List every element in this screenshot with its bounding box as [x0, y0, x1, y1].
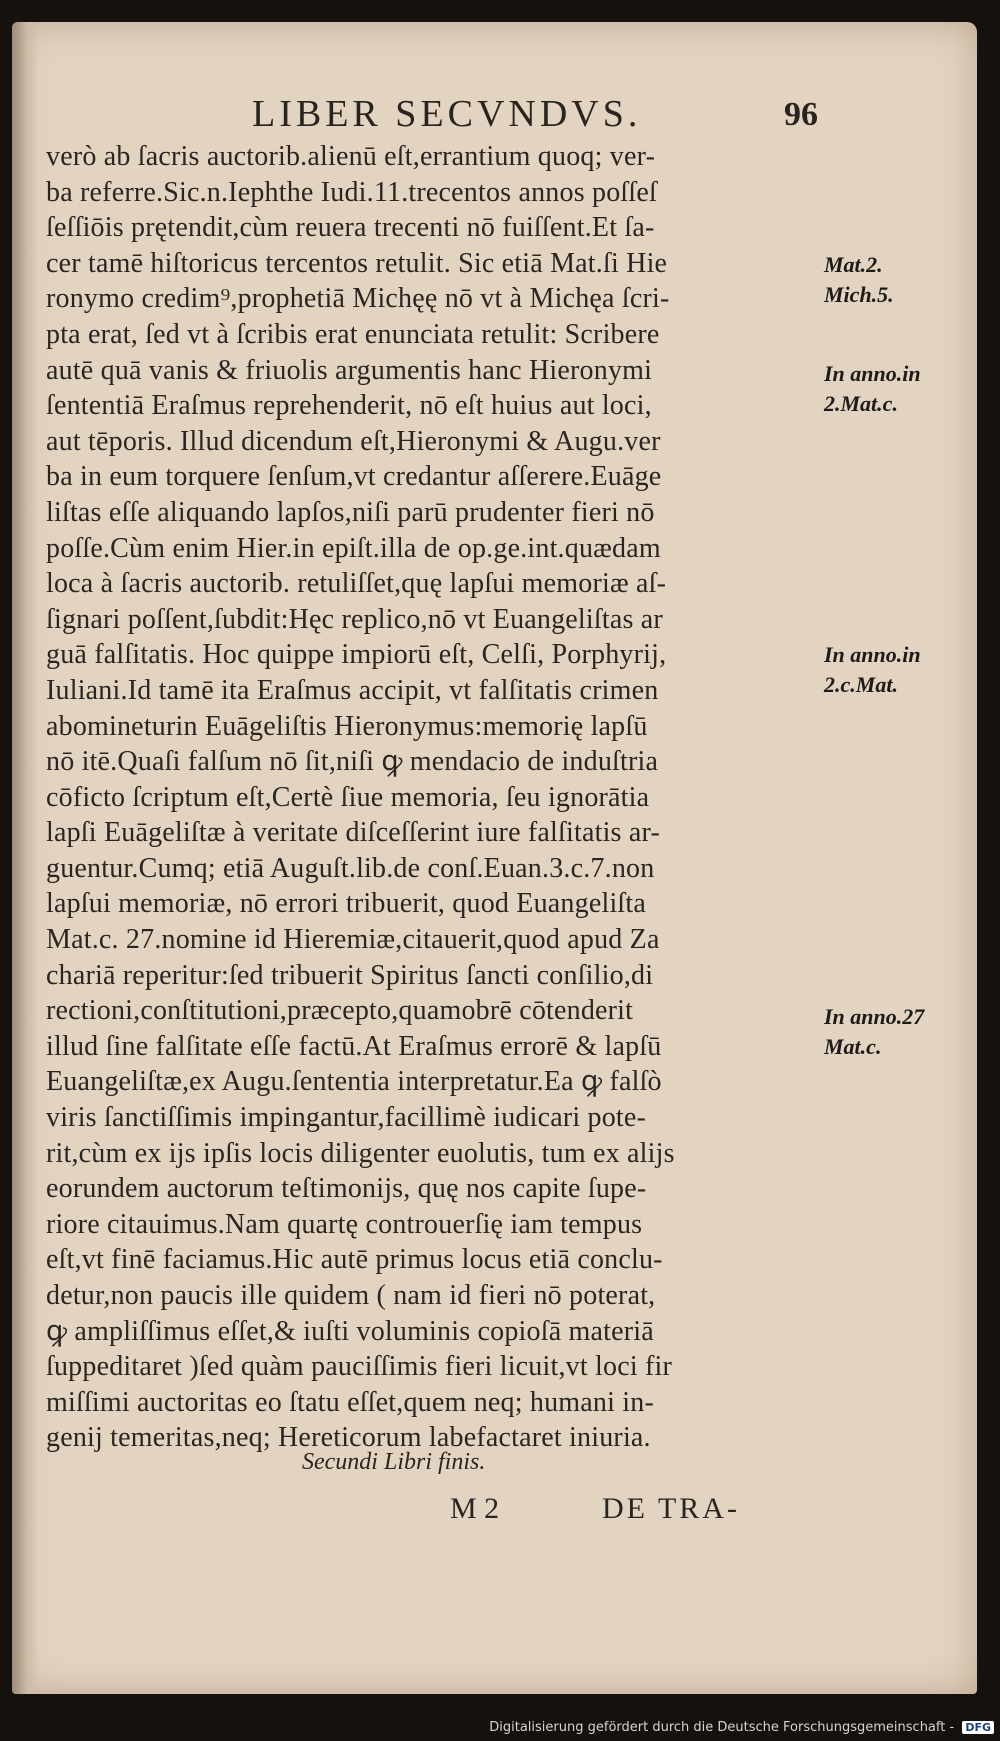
digitization-credit: [489, 1720, 994, 1735]
text-line: guentur.Cumq; etiā Auguſt.lib.de conſ.Euan.3.c.7.non: [46, 852, 655, 884]
text-line: lapſi Euāgeliſtæ à veritate diſceſſerint iure falſitatis ar-: [46, 817, 660, 849]
text-line: miſſimi auctoritas eo ſtatu eſſet,quem neq; humani in-: [46, 1386, 654, 1418]
colophon: Secundi Libri finis.: [302, 1449, 486, 1475]
dfg-logo: DFG: [962, 1721, 994, 1734]
margin-note-line: Mat.c.: [824, 1034, 882, 1059]
text-line: riore citauimus.Nam quartę controuerſię iam tempus: [46, 1208, 643, 1240]
margin-note-line: 2.Mat.c.: [824, 391, 898, 416]
text-line: chariā reperitur:ſed tribuerit Spiritus ſancti conſilio,di: [46, 959, 654, 991]
margin-note-line: Mat.2.: [824, 252, 883, 277]
text-line: cer tamē hiſtoricus tercentos retulit. Sic etiā Mat.ſi Hie: [46, 247, 668, 279]
text-line: verò ab ſacris auctorib.alienū eſt,errantium quoq; ver-: [46, 141, 656, 172]
running-head: LIBER SECVNDVS.: [252, 93, 642, 135]
text-line: aut tēporis. Illud dicendum eſt,Hieronymi & Augu.ver: [46, 425, 661, 457]
text-line: Mat.c. 27.nomine id Hieremiæ,citauerit,quod apud Za: [46, 924, 660, 956]
text-line: pta erat, ſed vt à ſcribis erat enunciata retulit: Scribere: [46, 318, 660, 350]
text-line: loca à ſacris auctorib. retuliſſet,quę lapſui memoriæ aſ-: [46, 568, 667, 600]
text-line: poſſe.Cùm enim Hier.in epiſt.illa de op.ge.int.quædam: [46, 532, 661, 564]
margin-note-line: In anno.in: [824, 361, 921, 386]
margin-note: [824, 640, 984, 700]
text-line: illud ſine falſitate eſſe factū.At Eraſmus errorē & lapſū: [46, 1030, 662, 1062]
text-line: detur,non paucis ille quidem ( nam id fieri nō poterat,: [46, 1280, 656, 1311]
book-page: [12, 22, 977, 1694]
credit-text: Digitalisierung gefördert durch die Deutsche Forschungsgemeinschaft -: [489, 1720, 955, 1735]
text-line: eſt,vt finē faciamus.Hic autē primus locus etiā conclu-: [46, 1244, 663, 1276]
text-line: ꝙ ampliſſimus eſſet,& iuſti voluminis copioſā materiā: [46, 1315, 654, 1347]
text-line: eorundem auctorum teſtimonijs, quę nos capite ſupe-: [46, 1173, 647, 1205]
catchword: DE TRA-: [602, 1492, 740, 1525]
text-line: lapſui memoriæ, nō errori tribuerit, quod Euangeliſta: [46, 888, 647, 920]
text-line: abomineturin Euāgeliſtis Hieronymus:memorię lapſū: [46, 710, 648, 742]
text-line: rectioni,conſtitutioni,præcepto,quamobrē cōtenderit: [46, 995, 634, 1027]
signature-mark: M 2: [450, 1492, 500, 1525]
text-line: rit,cùm ex ijs ipſis locis diligenter euolutis, tum ex alijs: [46, 1137, 675, 1169]
text-line: autē quā vanis & friuolis argumentis hanc Hieronymi: [46, 354, 653, 386]
text-line: liſtas eſſe aliquando lapſos,niſi parū prudenter fieri nō: [46, 496, 655, 528]
margin-note-line: In anno.27: [824, 1004, 925, 1029]
margin-note-line: 2.c.Mat.: [824, 672, 898, 697]
margin-note: [824, 359, 984, 419]
text-line: genij temeritas,neq; Hereticorum labefactaret iniuria.: [46, 1422, 651, 1454]
text-line: ronymo credim⁹,prophetiā Michęę nō vt à Michęa ſcri-: [46, 283, 670, 315]
text-line: Euangeliſtæ,ex Augu.ſententia interpretatur.Ea ꝙ falſò: [46, 1066, 662, 1098]
margin-note-line: In anno.in: [824, 642, 921, 667]
text-line: ſuppeditaret )ſed quàm pauciſſimis fieri licuit,vt loci fir: [46, 1351, 673, 1383]
text-line: cōficto ſcriptum eſt,Certè ſiue memoria, ſeu ignorātia: [46, 781, 650, 813]
folio-number: 96: [784, 96, 818, 133]
text-line: ſignari poſſent,ſubdit:Hęc replico,nō vt Euangeliſtas ar: [46, 603, 663, 635]
body-text: [46, 139, 826, 1456]
margin-note-line: Mich.5.: [824, 282, 894, 307]
text-line: ſeſſiōis prętendit,cùm reuera trecenti nō fuiſſent.Et ſa-: [46, 212, 655, 244]
text-line: guā falſitatis. Hoc quippe impiorū eſt, Celſi, Porphyrij,: [46, 639, 667, 671]
text-line: Iuliani.Id tamē ita Eraſmus accipit, vt falſitatis crimen: [46, 674, 659, 706]
text-line: nō itē.Quaſi falſum nō ſit,niſi ꝙ mendacio de induſtria: [46, 746, 659, 778]
margin-note: [824, 250, 984, 310]
page-header: [12, 92, 977, 142]
text-line: viris ſanctiſſimis impingantur,facillimè iudicari pote-: [46, 1102, 647, 1134]
text-line: ba referre.Sic.n.Iephthe Iudi.11.trecentos annos poſſeſ: [46, 176, 657, 208]
text-line: ſententiā Eraſmus reprehenderit, nō eſt huius aut loci,: [46, 390, 652, 422]
page-gutter: [12, 22, 38, 1694]
text-line: ba in eum torquere ſenſum,vt credantur aſſerere.Euāge: [46, 461, 662, 493]
margin-note: [824, 1002, 984, 1062]
